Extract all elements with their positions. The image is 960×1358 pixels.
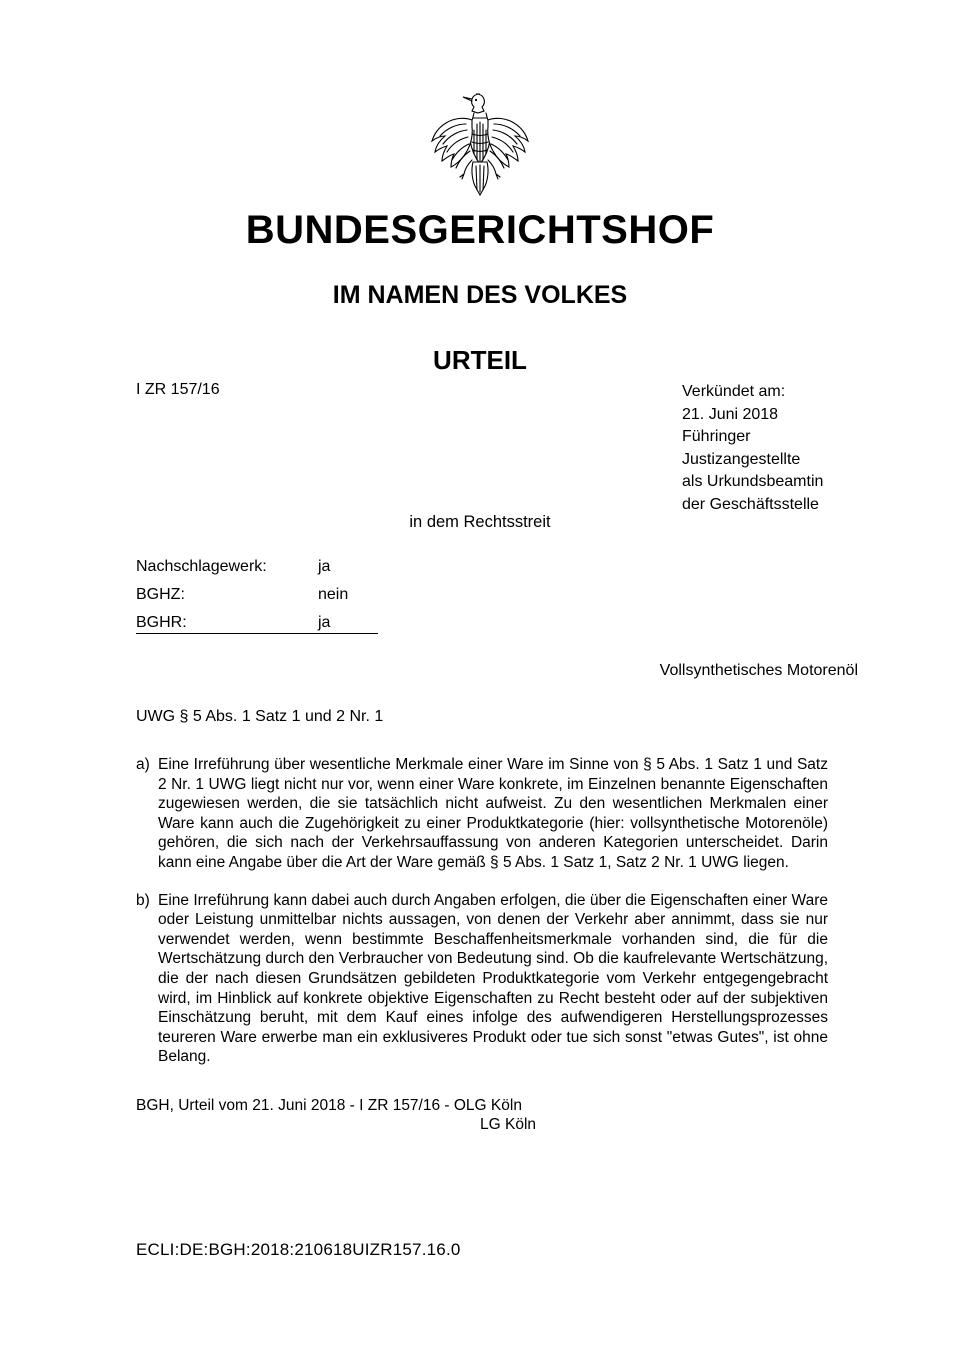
court-title: BUNDESGERICHTSHOF bbox=[245, 208, 715, 252]
in-the-name-of-the-people: IM NAMEN DES VOLKES bbox=[332, 281, 628, 309]
reference-value: ja bbox=[318, 614, 378, 634]
table-row bbox=[136, 614, 378, 634]
federal-eagle-emblem-icon bbox=[425, 88, 535, 200]
reference-label: Nachschlagewerk: bbox=[136, 558, 267, 575]
reference-value: nein bbox=[318, 586, 349, 603]
decision-reference-line-2: LG Köln bbox=[480, 1116, 537, 1133]
announcement-line: als Urkundsbeamtin bbox=[682, 473, 824, 490]
announcement-line: 21. Juni 2018 bbox=[682, 405, 779, 423]
legal-norm: UWG § 5 Abs. 1 Satz 1 und 2 Nr. 1 bbox=[136, 708, 384, 725]
reference-label: BGHR: bbox=[136, 614, 318, 634]
in-dispute-label: in dem Rechtsstreit bbox=[409, 513, 551, 531]
table-row bbox=[136, 586, 378, 614]
document-type-urteil: URTEIL bbox=[433, 345, 527, 375]
announcement-line: Justizangestellte bbox=[682, 450, 801, 468]
case-keyword: Vollsynthetisches Motorenöl bbox=[659, 662, 858, 679]
principle-marker: b) bbox=[136, 891, 150, 909]
principle-text: Eine Irreführung kann dabei auch durch Angaben erfolgen, die über die Eigenschaften einer Ware oder Leistung unmittelbar nichts aussagen, von denen der Verkehr aber annimmt, dass sie nur verwendet werden, wenn bestimmte Beschaffenheitsmerkmale vorhanden sind, die für die Wertschätzung durch den Verbraucher von Bedeutung sind. Ob die kaufrelevante Wertschätzung, die der nach diesen Grundsätzen gebildeten Produktkategorie vom Verkehr entgegengebracht wird, im Hinblick auf konkrete objektive Eigenschaften zu Recht besteht oder auf der subjektiven Einschätzung beruht, mit dem Kauf eines infolge des aufwendigeren Herstellungsprozesses teureren Ware erwerbe man ein exklusiveres Produkt oder tue sich sonst "etwas Gutes", ist ohne Belang. bbox=[158, 891, 828, 1066]
announcement-line: der Geschäftsstelle bbox=[682, 495, 819, 513]
announcement-line: Führinger bbox=[682, 428, 751, 445]
announcement-block bbox=[682, 381, 823, 516]
reference-label: BGHZ: bbox=[136, 586, 185, 603]
reference-value: ja bbox=[318, 558, 331, 575]
principle-marker: a) bbox=[136, 756, 150, 773]
principle-item bbox=[136, 891, 828, 1067]
case-number: I ZR 157/16 bbox=[136, 381, 220, 398]
reference-table bbox=[136, 558, 378, 634]
decision-reference bbox=[136, 1096, 536, 1134]
principle-text: Eine Irreführung über wesentliche Merkmale einer Ware im Sinne von § 5 Abs. 1 Satz 1 und Satz 2 Nr. 1 UWG liegt nicht nur vor, wenn einer Ware konkrete, im Einzelnen benannte Eigenschaften zugewiesen werden, die sie tatsächlich nicht aufweist. Zu den wesentlichen Merkmalen einer Ware kann auch die Zugehörigkeit zu einer Produktkategorie (hier: vollsynthetische Motorenöle) gehören, die sich nach der Verkehrsauffassung von anderen Kategorien unterscheidet. Darin kann eine Angabe über die Art der Ware gemäß § 5 Abs. 1 Satz 1, Satz 2 Nr. 1 UWG liegen. bbox=[158, 756, 828, 871]
emblem-container bbox=[0, 88, 960, 205]
decision-reference-line-1: BGH, Urteil vom 21. Juni 2018 - I ZR 157/16 - OLG Köln bbox=[136, 1097, 522, 1114]
table-row bbox=[136, 558, 378, 586]
principle-item bbox=[136, 755, 828, 873]
announcement-line: Verkündet am: bbox=[682, 383, 786, 400]
ecli-identifier: ECLI:DE:BGH:2018:210618UIZR157.16.0 bbox=[136, 1240, 461, 1259]
guiding-principles bbox=[136, 755, 828, 1085]
